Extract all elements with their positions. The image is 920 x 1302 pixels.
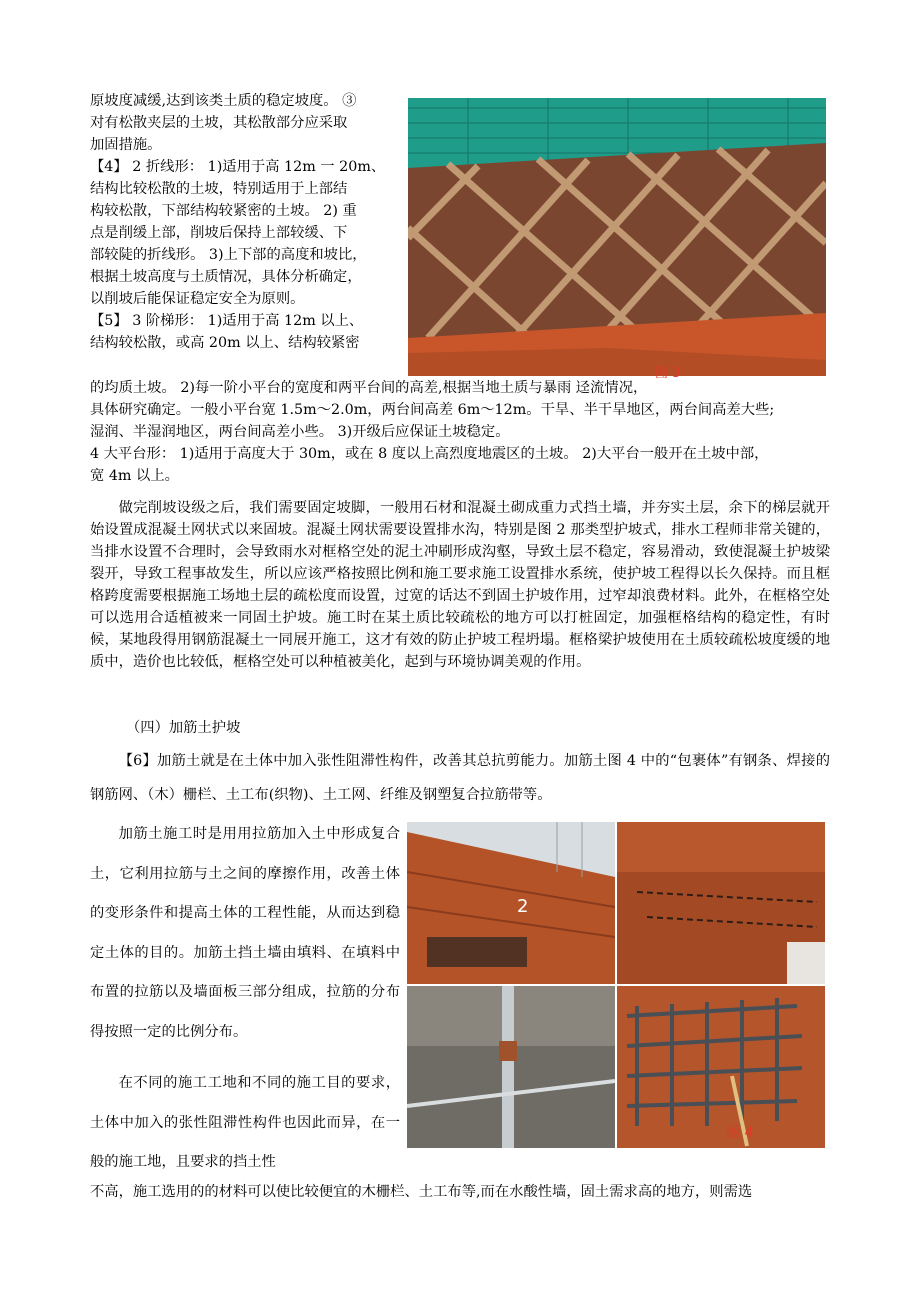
figure-4-panel-mesh [617, 986, 825, 1148]
figure-3-caption: 图 3 [655, 366, 681, 381]
paragraph-reinforcement-construction: 加筋土施工时是用用拉筋加入土中形成复合土，它利用拉筋与土之间的摩擦作用，改善土体的变形条件和提高土体的工程性能，从而达到稳定土体的目的。加筋土挡土墙由填料、在填料中布置的拉筋以及墙面板三部分组成，拉筋的分布得按照一定的比例分布。 [90, 826, 400, 1040]
top-left-text [90, 90, 408, 354]
text-line: 根据土坡高度与土质情况，具体分析确定， [90, 269, 362, 285]
text-line: 结构比较松散的土坡，特别适用于上部结 [90, 181, 348, 197]
figure-3-photo [408, 98, 826, 376]
text-line: 【4】 2 折线形： 1)适用于高 12m 一 20m、 [90, 159, 386, 175]
text-line: 加固措施。 [90, 137, 162, 153]
figure-4-panel-label: 2 [517, 896, 529, 917]
text-line: 【5】 3 阶梯形： 1)适用于高 12m 以上、 [90, 313, 364, 329]
text-line: 4 大平台形： 1)适用于高度大于 30m，或在 8 度以上高烈度地震区的土坡。 2)大平台一般开在土坡中部， [90, 446, 769, 462]
bottom-text-line: 不高，施工选用的的材料可以使比较便宜的木栅栏、土工布等,而在水酸性墙，固土需求高的地方，则需选 [90, 1184, 753, 1200]
text-line: 的均质土坡。 2)每一阶小平台的宽度和两平台间的高差,根据当地土质与暴雨 迳流情况， [90, 380, 648, 396]
text-line: 以削坡后能保证稳定安全为原则。 [90, 291, 305, 307]
figure-4-panel-soil [617, 822, 825, 984]
text-line: 构较松散，下部结构较紧密的土坡。 2) 重 [90, 203, 357, 219]
text-line: 宽 4m 以上。 [90, 468, 179, 484]
figure-4-caption: 图 4 [726, 1125, 754, 1141]
text-line: 部较陡的折线形。 3)上下部的高度和坡比， [90, 247, 367, 263]
text-line: 对有松散夹层的土坡，其松散部分应采取 [90, 115, 348, 131]
text-line: 结构较松散，或高 20m 以上、结构较紧密 [90, 335, 360, 351]
paragraph-material-choice: 在不同的施工工地和不同的施工目的要求，土体中加入的张性阻滞性构件也因此而异，在一般的施工地，且要求的挡土性 [90, 1075, 400, 1170]
text-line: 具体研究确定。一般小平台宽 1.5m～2.0m，两台间高差 6m～12m。干旱、半干旱地区，两台间高差大些; [90, 402, 775, 418]
figure-4-panel-fiber [407, 986, 615, 1148]
paragraph-reinforced-soil: 【6】加筋土就是在土体中加入张性阻滞性构件，改善其总抗剪能力。加筋土图 4 中的“包裹体”有钢条、焊接的钢筋网、（木）栅栏、土工布(织物)、土工网、纤维及钢塑复合拉筋带等。 [90, 753, 830, 803]
text-block-stairs [90, 377, 830, 487]
text-line: 点是削缓上部，削坡后保持上部较缓、下 [90, 225, 348, 241]
paragraph-frame-slope: 做完削坡设级之后，我们需要固定坡脚，一般用石材和混凝土砌成重力式挡土墙，并夯实土层，余下的梯层就开始设置成混凝土网状式以来固坡。混凝土网状需要设置排水沟，特别是图 2 那类型护坡式，排水工程师非常关键的，当排水设置不合理时，会导致雨水对框格空处的泥土冲刷形成沟壑，导致土层不稳定，容易滑动，致使混凝土护坡梁裂开，导致工程事故发生，所以应该严格按照比例和施工要求施工设置排水系统，使护坡工程得以长久保持。而且框格跨度需要根据施工场地土层的疏松度而设置，过宽的话达不到固土护坡作用，过窄却浪费材料。此外，在框格空处可以选用合适植被来一同固土护坡。施工时在某土质比较疏松的地方可以打桩固定，加强框格结构的稳定性，有时候，某地段得用钢筋混凝土一同展开施工，这才有效的防止护坡工程坍塌。框格梁护坡使用在土质较疏松坡度缓的地质中，造价也比较低，框格空处可以种植被美化，起到与环境协调美观的作用。 [90, 500, 830, 670]
text-line: 原坡度减缓,达到该类土质的稳定坡度。 ③ [90, 93, 357, 109]
section-heading: （四）加筋土护坡 [126, 720, 241, 736]
figure-4-panel-slope [407, 822, 615, 984]
text-line: 湿润、半湿润地区，两台间高差小些。 3)开级后应保证土坡稳定。 [90, 424, 510, 440]
